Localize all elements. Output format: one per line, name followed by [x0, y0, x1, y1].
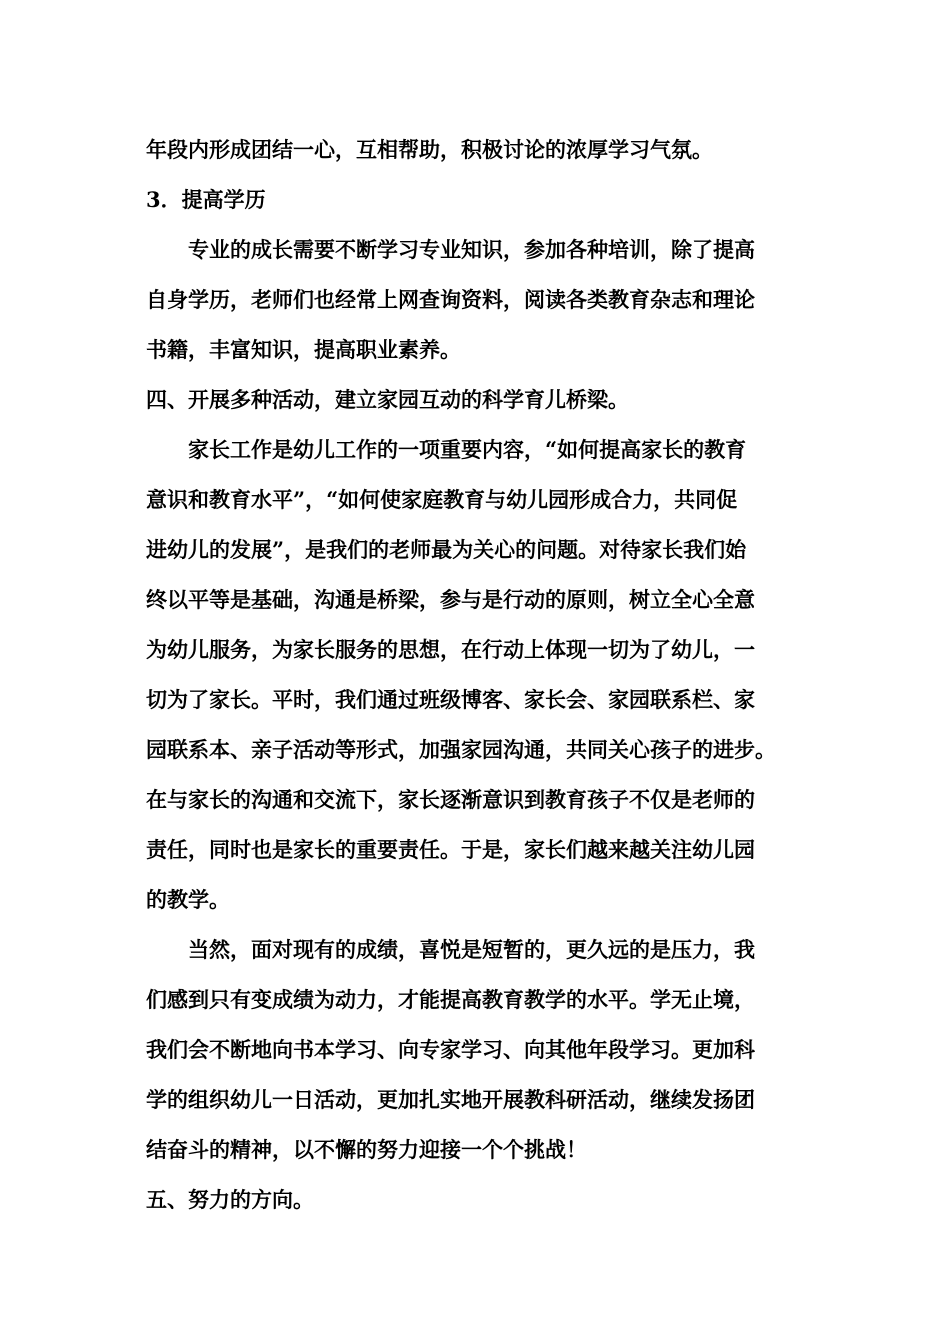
text-line: 进幼儿的发展”，是我们的老师最为关心的问题。对待家长我们始: [146, 537, 747, 562]
text-line: 责任，同时也是家长的重要责任。于是，家长们越来越关注幼儿园: [146, 837, 755, 862]
text-line: 结奋斗的精神，以不懈的努力迎接一个个挑战！: [146, 1137, 587, 1162]
text-line: 学的组织幼儿一日活动，更加扎实地开展教科研活动，继续发扬团: [146, 1087, 755, 1112]
text-line: 书籍，丰富知识，提高职业素养。: [146, 337, 461, 362]
section-heading-four: 四、开展多种活动，建立家园互动的科学育儿桥梁。: [146, 387, 629, 412]
text-line: 我们会不断地向书本学习、向专家学习、向其他年段学习。更加科: [146, 1037, 755, 1062]
text-line: 当然，面对现有的成绩，喜悦是短暂的，更久远的是压力，我: [188, 937, 755, 962]
text-line: 们感到只有变成绩为动力，才能提高教育教学的水平。学无止境，: [146, 987, 755, 1012]
subheading-raise-education: 3．提高学历: [146, 187, 266, 212]
section-heading-five: 五、努力的方向。: [146, 1187, 314, 1212]
text-line: 的教学。: [146, 887, 230, 912]
text-line: 园联系本、亲子活动等形式，加强家园沟通，共同关心孩子的进步。: [146, 737, 776, 762]
text-line: 切为了家长。平时，我们通过班级博客、家长会、家园联系栏、家: [146, 687, 755, 712]
text-line: 家长工作是幼儿工作的一项重要内容，“如何提高家长的教育: [188, 437, 747, 462]
text-line: 终以平等是基础，沟通是桥梁，参与是行动的原则，树立全心全意: [146, 587, 755, 612]
text-line: 自身学历，老师们也经常上网查询资料，阅读各类教育杂志和理论: [146, 287, 755, 312]
text-line: 意识和教育水平”，“如何使家庭教育与幼儿园形成合力，共同促: [146, 487, 738, 512]
text-line: 为幼儿服务，为家长服务的思想，在行动上体现一切为了幼儿，一: [146, 637, 755, 662]
text-line: 专业的成长需要不断学习专业知识，参加各种培训，除了提高: [188, 237, 755, 262]
text-line: 年段内形成团结一心，互相帮助，积极讨论的浓厚学习气氛。: [146, 137, 713, 162]
text-line: 在与家长的沟通和交流下，家长逐渐意识到教育孩子不仅是老师的: [146, 787, 755, 812]
